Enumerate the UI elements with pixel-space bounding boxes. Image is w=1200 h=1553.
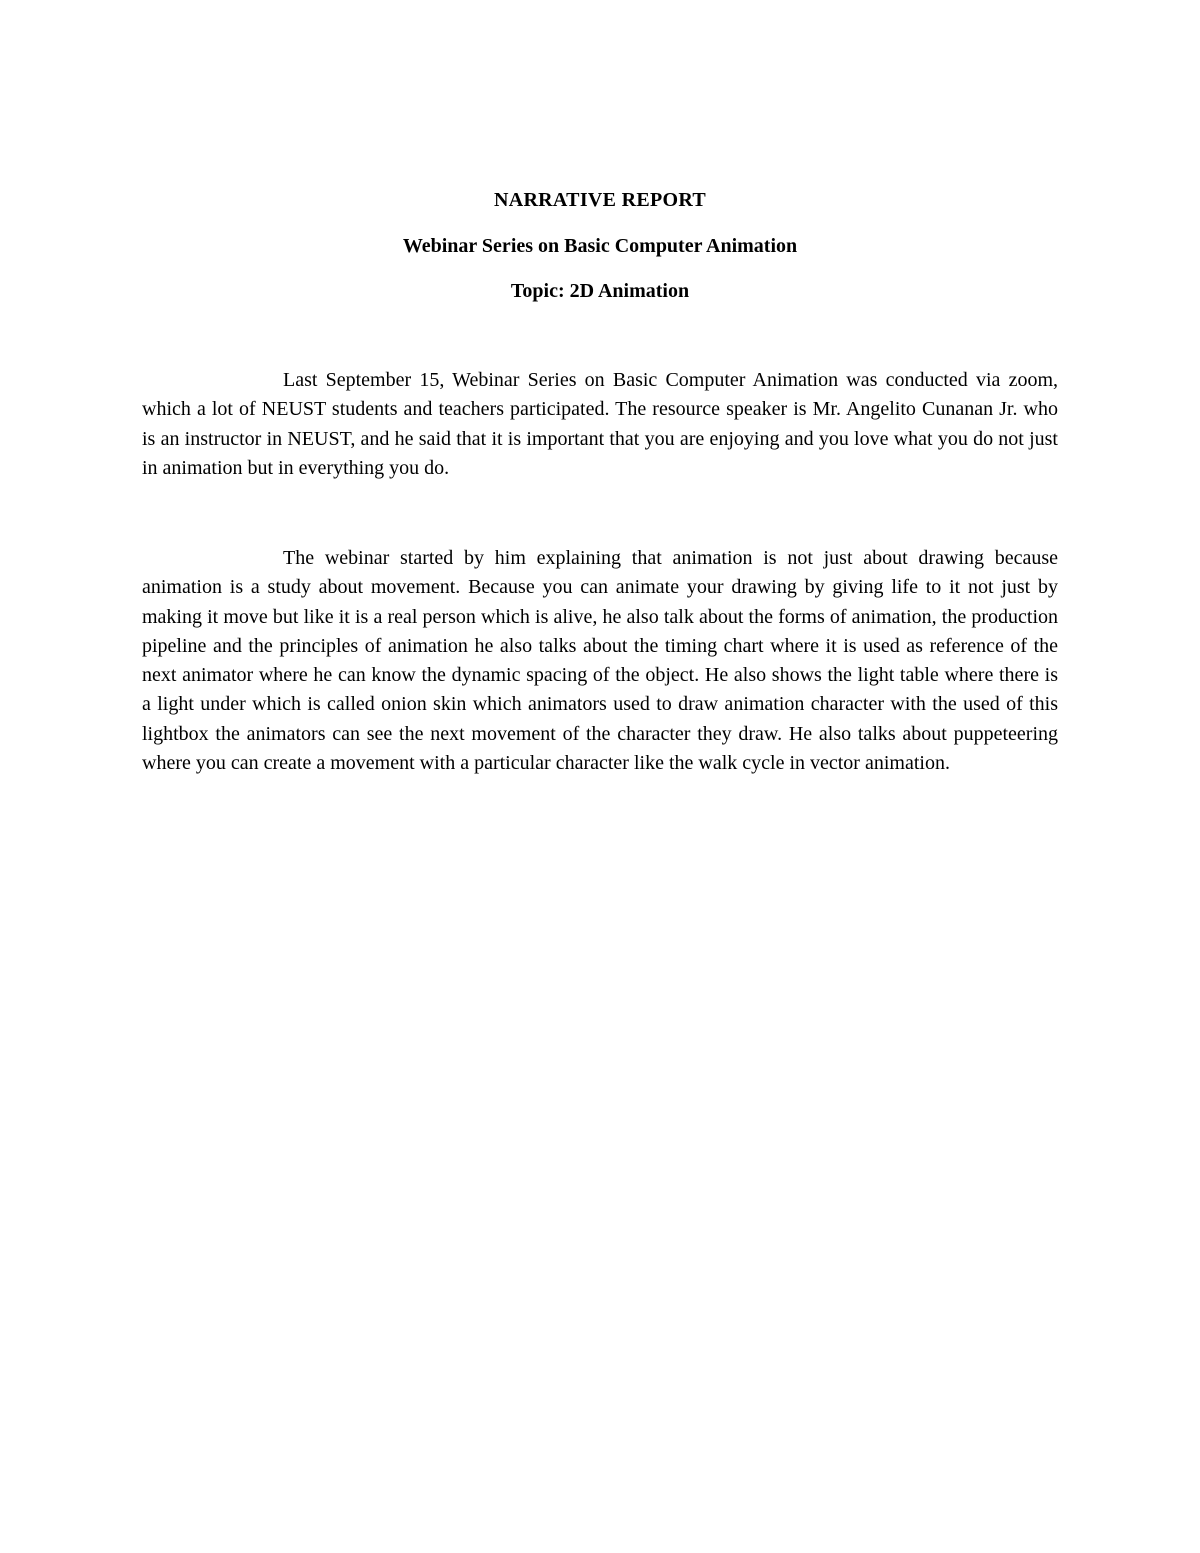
report-title: NARRATIVE REPORT — [493, 189, 707, 211]
paragraph-introduction: Last September 15, Webinar Series on Basic Computer Animation was conducted via zoom, which a lot of NEUST students and teachers participated. The resource speaker is Mr. Angelito Cunanan Jr. who is an instructor in NEUST, and he said that it is important that you are enjoying and you love what you do not just in animation but in everything you do. — [142, 369, 1058, 479]
paragraph-webinar-content: The webinar started by him explaining that animation is not just about drawing because animation is a study about movement. Because you can animate your drawing by giving life to it not just by making it move but like it is a real person which is alive, he also talk about the forms of animation, the production pipeline and the principles of animation he also talks about the timing chart where it is used as reference of the next animator where he can know the dynamic spacing of the object. He also shows the light table where there is a light under which is called onion skin which animators used to draw animation character with the used of this lightbox the animators can see the next movement of the character they draw. He also talks about puppeteering where you can create a movement with a particular character like the walk cycle in vector animation. — [142, 547, 1058, 775]
topic-heading: Topic: 2D Animation — [510, 280, 690, 302]
webinar-series-heading: Webinar Series on Basic Computer Animation — [402, 235, 798, 257]
